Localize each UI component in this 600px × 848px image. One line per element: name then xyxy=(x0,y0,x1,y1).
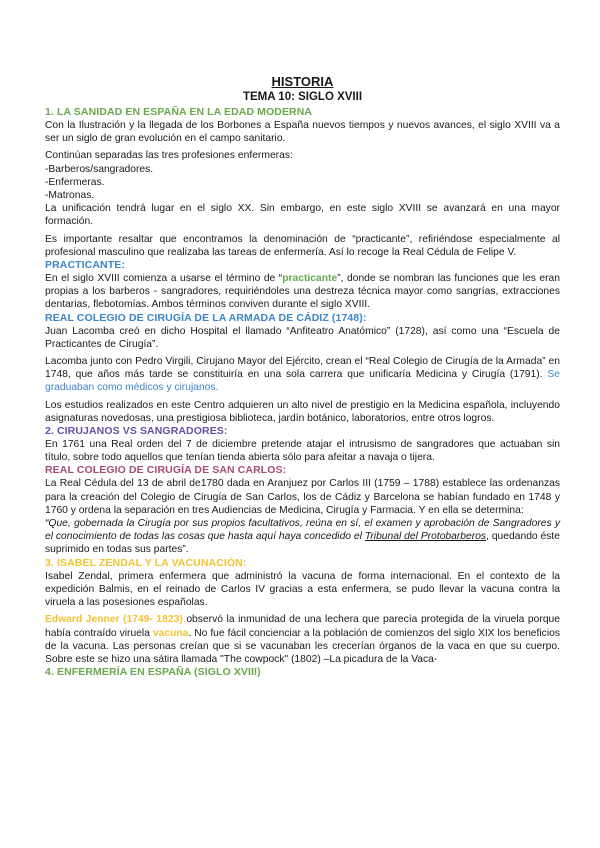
section-4-heading: 4. ENFERMERÍA EN ESPAÑA (SIGLO XVIII) xyxy=(45,666,261,679)
section-1-paragraph-3: La unificación tendrá lugar en el siglo XX. Sin embargo, en este siglo XVIII se avanzará en una mayor formación. xyxy=(45,203,560,228)
profession-list-item: -Enfermeras. xyxy=(45,176,105,188)
section-1-paragraph-2: Continúan separadas las tres profesiones enfermeras: xyxy=(45,150,293,162)
document-title: HISTORIA xyxy=(271,74,334,89)
document-body xyxy=(45,74,560,679)
jenner-keyword: Edward Jenner (1749- 1823) xyxy=(45,614,183,626)
sancarlos-quote-text-a: “Que, gobernada la Cirugía por sus propios facultativos, reúna en sí, el examen y aprobación de Sangradores y el conocimiento de todas las cosas que hasta aquí haya concedido el xyxy=(45,518,560,543)
section-3-heading: 3. ISABEL ZENDAL Y LA VACUNACIÓN: xyxy=(45,556,247,569)
section-3-text-a: observó la inmunidad de una lechera que parecía protegida de la viruela porque había contraído viruela xyxy=(45,614,560,639)
profession-list-item: -Barberos/sangradores. xyxy=(45,163,154,175)
practicante-heading: PRACTICANTE: xyxy=(45,259,125,272)
practicante-text-pre: En el siglo XVIII comienza a usarse el término de “ xyxy=(45,273,283,285)
cadiz-graduation-note: Se graduaban como médicos y cirujanos. xyxy=(45,369,560,394)
section-2-heading: 2. CIRUJANOS VS SANGRADORES: xyxy=(45,425,228,438)
section-3-paragraph-2 xyxy=(45,613,560,666)
profession-list-item: -Matronas. xyxy=(45,190,95,202)
sancarlos-quote xyxy=(45,517,560,557)
cadiz-paragraph-3: Los estudios realizados en este Centro adquieren un alto nivel de prestigio en la Medicina española, incluyendo asignaturas novedosas, una prestigiosa biblioteca, jardín botánico, laboratorios, entre otros logros. xyxy=(45,399,560,424)
practicante-keyword: practicante xyxy=(282,273,338,285)
section-1-heading: 1. LA SANIDAD EN ESPAÑA EN LA EDAD MODERNA xyxy=(45,106,313,118)
section-2-paragraph: En 1761 una Real orden del 7 de diciembre pretende atajar el intrusismo de sangradores que actuaban sin título, sobre todo aquellos que tenían tienda abierta sólo para afeitar a navaja o tijera. xyxy=(45,439,560,464)
sancarlos-heading: REAL COLEGIO DE CIRUGÍA DE SAN CARLOS: xyxy=(45,464,287,477)
cadiz-paragraph-2 xyxy=(45,355,560,395)
sancarlos-quote-tribunal: Tribunal del Protobarberos xyxy=(364,531,487,543)
vacuna-keyword: vacuna xyxy=(152,627,189,639)
section-3-text-b: . No fue fácil concienciar a la población de comienzos del siglo XIX los beneficios de la vacuna. Las personas creían que si se vacunaban les crecerían órganos de la vaca en que su cuerpo. Sobre este se hizo una sátira llamada "The cowpock" (1802) –La picadura de la Vaca- xyxy=(45,627,560,665)
document-subtitle: TEMA 10: SIGLO XVIII xyxy=(242,91,363,103)
practicante-paragraph xyxy=(45,272,560,312)
sancarlos-quote-text-b: , quedando éste suprimido en todas sus partes”. xyxy=(45,531,561,556)
section-3-paragraph-1: Isabel Zendal, primera enfermera que administró la vacuna de forma internacional. En el contexto de la expedición Balmis, en el reinado de Carlos IV gracias a esta enfermera, se pudo llevar la vacuna contra la viruela a las posesiones españolas. xyxy=(45,570,560,609)
cadiz-paragraph-1: Juan Lacomba creó en dicho Hospital el llamado “Anfiteatro Anatómico” (1728), así como una “Escuela de Practicantes de Cirugía”. xyxy=(45,325,560,350)
section-1-paragraph-1: Con la Ilustración y la llegada de los Borbones a España nuevos tiempos y nuevos avances, el siglo XVIII va a ser un siglo de gran evolución en el campo sanitario. xyxy=(45,120,560,145)
cadiz-paragraph-2-text: Lacomba junto con Pedro Virgili, Cirujano Mayor del Ejército, crean el “Real Colegio de Cirugía de la Armada” en 1748, que años más tarde se constituiría en una sola carrera que unificaría Medicina y Cirugía (1791). xyxy=(45,356,560,381)
section-1-paragraph-4: Es importante resaltar que encontramos la denominación de “practicante”, refiriéndose especialmente al profesional masculino que realizaba las tareas de enfermería. Así lo recoge la Real Cédula de Felipe V. xyxy=(45,233,560,258)
cadiz-heading: REAL COLEGIO DE CIRUGÍA DE LA ARMADA DE CÁDIZ (1748): xyxy=(45,311,367,324)
practicante-text-post: ”, donde se nombran las funciones que les eran propias a los barberos - sangradores, requiriéndoles una destreza técnica mayor como sangrías, extracciones dentarias, flebotomías. Ambos términos conviven durante el siglo XVIII. xyxy=(45,273,560,311)
sancarlos-paragraph: La Real Cédula del 13 de abril de1780 dada en Aranjuez por Carlos III (1759 – 1788) establece las ordenanzas para la creación del Colegio de Cirugía de San Carlos, los de Cádiz y Barcelona se habían fundado en 1748 y 1760 y ordena la separación en tres Audiencias de Medicina, Cirugía y Farmacia. Y en ella se determina: xyxy=(45,478,560,516)
